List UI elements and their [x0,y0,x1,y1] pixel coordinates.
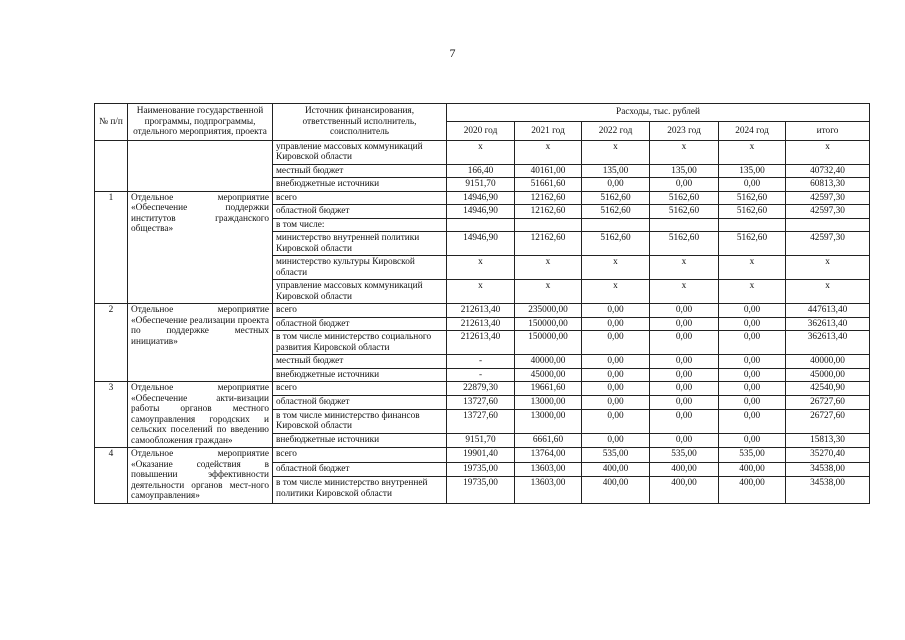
year-value-cell: 13727,60 [447,409,515,434]
year-value-cell: 0,00 [650,304,719,318]
year-value-cell: 13603,00 [515,477,582,503]
total-value-cell: х [786,256,870,280]
year-value-cell: 0,00 [650,368,719,382]
year-value-cell: 0,00 [582,304,650,318]
year-value-cell: 19901,40 [447,448,515,463]
year-value-cell [582,218,650,232]
funding-source-cell: управление массовых коммуникаций Кировской области [273,280,447,304]
total-value-cell: 60813,30 [786,178,870,192]
year-value-cell: 0,00 [650,178,719,192]
year-value-cell: 13000,00 [515,409,582,434]
total-value-cell: 42540,90 [786,382,870,396]
year-value-cell: 12162,60 [515,205,582,219]
table-header [95,104,870,141]
year-value-cell: 0,00 [582,395,650,409]
total-value-cell [786,218,870,232]
program-name-cell: Отдельное мероприятие «Оказание содействия в повышении эффективности деятельности органов мест-ного самоуправления» [128,448,273,504]
table-body [95,140,870,503]
year-value-cell [515,218,582,232]
year-value-cell: 535,00 [582,448,650,463]
year-value-cell: 0,00 [719,331,786,355]
funding-source-cell: внебюджетные источники [273,178,447,192]
funding-source-cell: всего [273,304,447,318]
total-value-cell: 42597,30 [786,232,870,256]
year-value-cell: 5162,60 [582,232,650,256]
year-value-cell: 5162,60 [719,191,786,205]
total-value-cell: 362613,40 [786,317,870,331]
year-value-cell: х [582,140,650,164]
funding-source-cell: всего [273,448,447,463]
header-year: 2024 год [719,122,786,140]
year-value-cell: 400,00 [582,477,650,503]
row-number-cell: 3 [95,382,128,448]
year-value-cell: 400,00 [650,462,719,477]
row-number-cell [95,140,128,191]
table-row [95,191,870,205]
funding-source-cell: всего [273,382,447,396]
total-value-cell: 40732,40 [786,164,870,178]
year-value-cell: 0,00 [719,368,786,382]
total-value-cell: 42597,30 [786,191,870,205]
year-value-cell: 0,00 [650,355,719,369]
total-value-cell: 45000,00 [786,368,870,382]
page-number: 7 [449,46,456,60]
year-value-cell: 14946,90 [447,205,515,219]
funding-source-cell: областной бюджет [273,395,447,409]
header-total: итого [786,122,870,140]
funding-source-cell: министерство внутренней политики Кировской области [273,232,447,256]
year-value-cell: 0,00 [582,409,650,434]
program-name-cell [128,140,273,191]
funding-source-cell: внебюджетные источники [273,368,447,382]
year-value-cell: 14946,90 [447,232,515,256]
row-number-cell: 1 [95,191,128,304]
year-value-cell: 5162,60 [650,205,719,219]
year-value-cell: 0,00 [719,317,786,331]
year-value-cell: 135,00 [650,164,719,178]
year-value-cell: х [719,280,786,304]
year-value-cell: 0,00 [719,355,786,369]
budget-table [94,103,870,504]
year-value-cell: 13603,00 [515,462,582,477]
table-row [95,140,870,164]
funding-source-cell: областной бюджет [273,317,447,331]
year-value-cell: 212613,40 [447,317,515,331]
year-value-cell: 6661,60 [515,434,582,448]
year-value-cell: 235000,00 [515,304,582,318]
program-name-cell: Отдельное мероприятие «Обеспечение акти-визации работы органов местного самоуправления городских и сельских поселений по введению самообложения граждан» [128,382,273,448]
year-value-cell: 0,00 [582,368,650,382]
year-value-cell: 135,00 [582,164,650,178]
year-value-cell: 12162,60 [515,191,582,205]
year-value-cell: 135,00 [719,164,786,178]
table-row [95,448,870,463]
header-year: 2023 год [650,122,719,140]
funding-source-cell: в том числе: [273,218,447,232]
year-value-cell: 0,00 [650,409,719,434]
year-value-cell: х [447,256,515,280]
year-value-cell: 13764,00 [515,448,582,463]
year-value-cell: х [650,140,719,164]
funding-source-cell: областной бюджет [273,462,447,477]
year-value-cell: 9151,70 [447,178,515,192]
funding-source-cell: в том числе министерство внутренней политики Кировской области [273,477,447,503]
funding-source-cell: в том числе министерство финансов Кировской области [273,409,447,434]
year-value-cell: 400,00 [719,462,786,477]
year-value-cell [719,218,786,232]
year-value-cell: 0,00 [582,434,650,448]
year-value-cell: 400,00 [650,477,719,503]
funding-source-cell: внебюджетные источники [273,434,447,448]
year-value-cell: 212613,40 [447,331,515,355]
total-value-cell: 447613,40 [786,304,870,318]
year-value-cell: 0,00 [650,434,719,448]
year-value-cell: 150000,00 [515,317,582,331]
year-value-cell: 5162,60 [719,232,786,256]
program-name-cell: Отдельное мероприятие «Обеспечение поддержки институтов гражданского общества» [128,191,273,304]
year-value-cell: 5162,60 [650,232,719,256]
year-value-cell: 19661,60 [515,382,582,396]
year-value-cell: 13727,60 [447,395,515,409]
total-value-cell: 15813,30 [786,434,870,448]
year-value-cell: 5162,60 [582,191,650,205]
year-value-cell: 0,00 [650,382,719,396]
program-name-cell: Отдельное мероприятие «Обеспечение реализации проекта по поддержке местных инициатив» [128,304,273,382]
year-value-cell: 22879,30 [447,382,515,396]
header-year: 2020 год [447,122,515,140]
year-value-cell: х [582,256,650,280]
row-number-cell: 2 [95,304,128,382]
row-number-cell: 4 [95,448,128,504]
year-value-cell [447,218,515,232]
year-value-cell: х [719,256,786,280]
funding-source-cell: местный бюджет [273,355,447,369]
year-value-cell: х [515,256,582,280]
total-value-cell: 26727,60 [786,409,870,434]
year-value-cell: 0,00 [650,331,719,355]
year-value-cell: 40161,00 [515,164,582,178]
year-value-cell: 535,00 [650,448,719,463]
year-value-cell: х [447,140,515,164]
total-value-cell: 35270,40 [786,448,870,463]
year-value-cell: 0,00 [650,395,719,409]
year-value-cell: х [582,280,650,304]
year-value-cell: х [447,280,515,304]
funding-source-cell: в том числе министерство социального развития Кировской области [273,331,447,355]
year-value-cell: 0,00 [650,317,719,331]
total-value-cell: х [786,280,870,304]
year-value-cell: 0,00 [719,434,786,448]
year-value-cell: 535,00 [719,448,786,463]
year-value-cell: 40000,00 [515,355,582,369]
year-value-cell: 45000,00 [515,368,582,382]
year-value-cell: 0,00 [582,355,650,369]
year-value-cell: 0,00 [719,395,786,409]
year-value-cell: 212613,40 [447,304,515,318]
funding-source-cell: министерство культуры Кировской области [273,256,447,280]
year-value-cell: 51661,60 [515,178,582,192]
year-value-cell: 14946,90 [447,191,515,205]
total-value-cell: х [786,140,870,164]
total-value-cell: 362613,40 [786,331,870,355]
table-row [95,382,870,396]
year-value-cell: х [515,280,582,304]
year-value-cell: 5162,60 [582,205,650,219]
year-value-cell: 19735,00 [447,462,515,477]
year-value-cell: 0,00 [719,382,786,396]
header-expenses: Расходы, тыс. рублей [447,104,870,122]
total-value-cell: 34538,00 [786,477,870,503]
total-value-cell: 34538,00 [786,462,870,477]
total-value-cell: 42597,30 [786,205,870,219]
year-value-cell: 0,00 [719,178,786,192]
funding-source-cell: управление массовых коммуникаций Кировской области [273,140,447,164]
year-value-cell: 0,00 [582,317,650,331]
year-value-cell: 0,00 [582,331,650,355]
header-year: 2021 год [515,122,582,140]
year-value-cell: х [515,140,582,164]
header-source: Источник финансирования, ответственный исполнитель, соисполнитель [273,104,447,141]
year-value-cell: 0,00 [719,304,786,318]
year-value-cell: 0,00 [582,382,650,396]
year-value-cell: - [447,368,515,382]
header-no: № п/п [95,104,128,141]
year-value-cell: 12162,60 [515,232,582,256]
year-value-cell: х [719,140,786,164]
year-value-cell [650,218,719,232]
year-value-cell: 0,00 [719,409,786,434]
total-value-cell: 40000,00 [786,355,870,369]
year-value-cell: 400,00 [719,477,786,503]
year-value-cell: х [650,280,719,304]
table-row [95,304,870,318]
year-value-cell: 5162,60 [719,205,786,219]
year-value-cell: х [650,256,719,280]
funding-source-cell: местный бюджет [273,164,447,178]
header-name: Наименование государственной программы, подпрограммы, отдельного мероприятия, проекта [128,104,273,141]
funding-source-cell: областной бюджет [273,205,447,219]
year-value-cell: 166,40 [447,164,515,178]
year-value-cell: - [447,355,515,369]
funding-source-cell: всего [273,191,447,205]
year-value-cell: 0,00 [582,178,650,192]
year-value-cell: 400,00 [582,462,650,477]
year-value-cell: 5162,60 [650,191,719,205]
year-value-cell: 150000,00 [515,331,582,355]
year-value-cell: 9151,70 [447,434,515,448]
year-value-cell: 19735,00 [447,477,515,503]
year-value-cell: 13000,00 [515,395,582,409]
total-value-cell: 26727,60 [786,395,870,409]
header-year: 2022 год [582,122,650,140]
